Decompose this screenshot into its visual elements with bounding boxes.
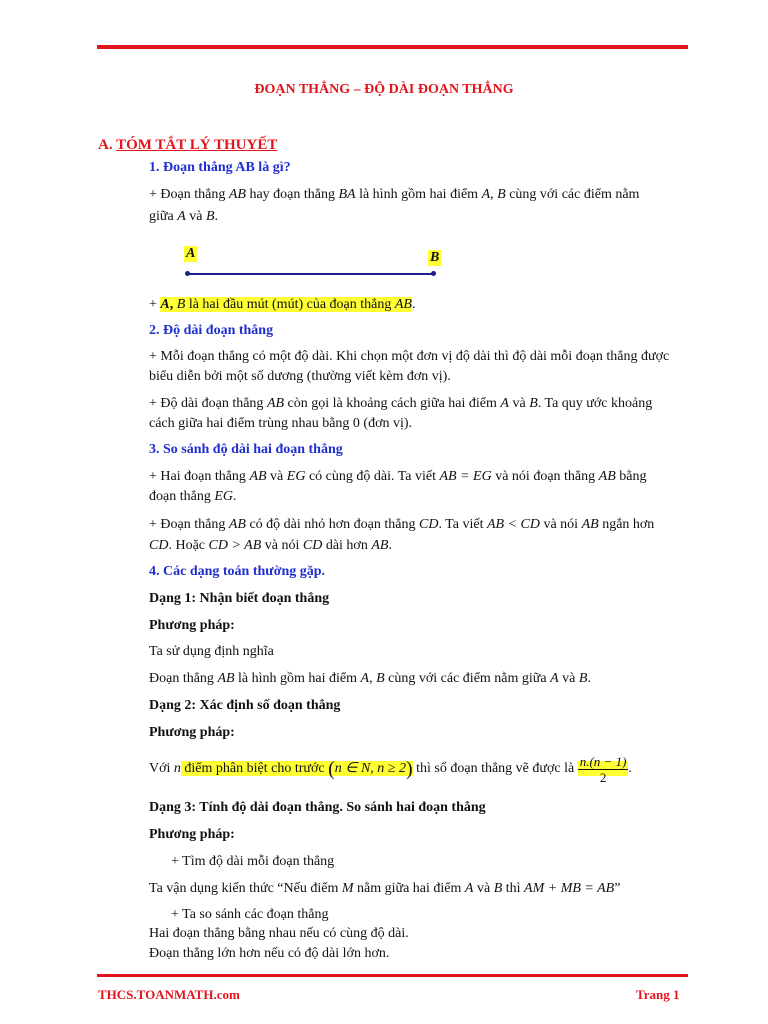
dang-1-method-label: Phương pháp: [149, 618, 235, 633]
dang-1-text-1: Ta sử dụng định nghĩa [149, 644, 274, 659]
section-a-heading: A. TÓM TẮT LÝ THUYẾT [98, 137, 278, 153]
s4-heading: 4. Các dạng toán thường gặp. [149, 564, 326, 579]
footer-page-number: Trang 1 [636, 987, 680, 1002]
dang-3-method-label: Phương pháp: [149, 827, 235, 842]
s1-paragraph-2: + A, B là hai đầu mút (mút) của đoạn thẳng AB. [149, 297, 416, 312]
dang-2-formula-line: Với n điểm phân biệt cho trước (n ∈ N, n ≥ 2) thì số đoạn thẳng vẽ được là $\frac{n.(n - 1)}{2}$ . [149, 753, 632, 785]
dang-3-text-2: Ta vận dụng kiến thức “Nếu điểm M nằm giữa hai điểm A và B thì AM + MB = AB” [149, 881, 621, 896]
s3-paragraph-2: + Đoạn thẳng AB có độ dài nhỏ hơn đoạn thẳng CD. Ta viết AB < CD và nói AB ngắn hơn [149, 517, 655, 532]
s3-paragraph-2-line2: CD. Hoặc CD > AB và nói CD dài hơn AB. [149, 538, 392, 553]
s2-paragraph-1-line2: biểu diễn bởi một số dương (thường viết kèm đơn vị). [149, 369, 451, 384]
dang-1-heading: Dạng 1: Nhận biết đoạn thẳng [149, 591, 330, 606]
footer-site-link[interactable]: THCS.TOANMATH.com [98, 987, 240, 1002]
segment-ab-line [187, 273, 433, 275]
header-rule [97, 45, 688, 49]
s3-heading: 3. So sánh độ dài hai đoạn thẳng [149, 442, 343, 457]
s2-heading: 2. Độ dài đoạn thẳng [149, 323, 274, 338]
s1-paragraph-1: + Đoạn thẳng AB hay đoạn thẳng BA là hình gồm hai điểm A, B cùng với các điểm nằm [149, 187, 640, 202]
dang-3-text-3: + Ta so sánh các đoạn thẳng [171, 907, 329, 922]
s3-paragraph-1: + Hai đoạn thẳng AB và EG có cùng độ dài. Ta viết AB = EG và nói đoạn thẳng AB bằng [149, 469, 647, 484]
s1-paragraph-1-line2: giữa A và B. [149, 209, 219, 224]
s3-paragraph-1-line2: đoạn thẳng EG. [149, 489, 237, 504]
dang-2-method-label: Phương pháp: [149, 725, 235, 740]
dang-1-text-2: Đoạn thẳng AB là hình gồm hai điểm A, B cùng với các điểm nằm giữa A và B. [149, 671, 591, 686]
s1-heading: 1. Đoạn thẳng AB là gì? [149, 160, 291, 175]
point-a-label: A [186, 246, 196, 261]
point-a-dot [185, 271, 190, 276]
dang-3-heading: Dạng 3: Tính độ dài đoạn thẳng. So sánh hai đoạn thẳng [149, 800, 486, 815]
s2-paragraph-2: + Độ dài đoạn thẳng AB còn gọi là khoảng cách giữa hai điểm A và B. Ta quy ước khoảng [149, 396, 653, 411]
dang-2-heading: Dạng 2: Xác định số đoạn thẳng [149, 698, 341, 713]
s2-paragraph-1: + Mỗi đoạn thẳng có một độ dài. Khi chọn một đơn vị độ dài thì độ dài mỗi đoạn thẳng được [149, 349, 670, 364]
s2-paragraph-2-line2: cách giữa hai điểm trùng nhau bằng 0 (đơn vị). [149, 416, 413, 431]
point-b-label: B [430, 250, 440, 265]
dang-3-text-4: Hai đoạn thẳng bằng nhau nếu có cùng độ dài. [149, 926, 409, 941]
point-b-dot [431, 271, 436, 276]
page-title: ĐOẠN THẲNG – ĐỘ DÀI ĐOẠN THẲNG [254, 82, 514, 97]
footer-rule [97, 974, 688, 977]
dang-3-text-5: Đoạn thẳng lớn hơn nếu có độ dài lớn hơn. [149, 946, 390, 961]
segment-count-fraction: $\frac{n.(n - 1)}{2}$ [579, 753, 627, 785]
dang-3-text-1: + Tìm độ dài mỗi đoạn thẳng [171, 854, 335, 869]
